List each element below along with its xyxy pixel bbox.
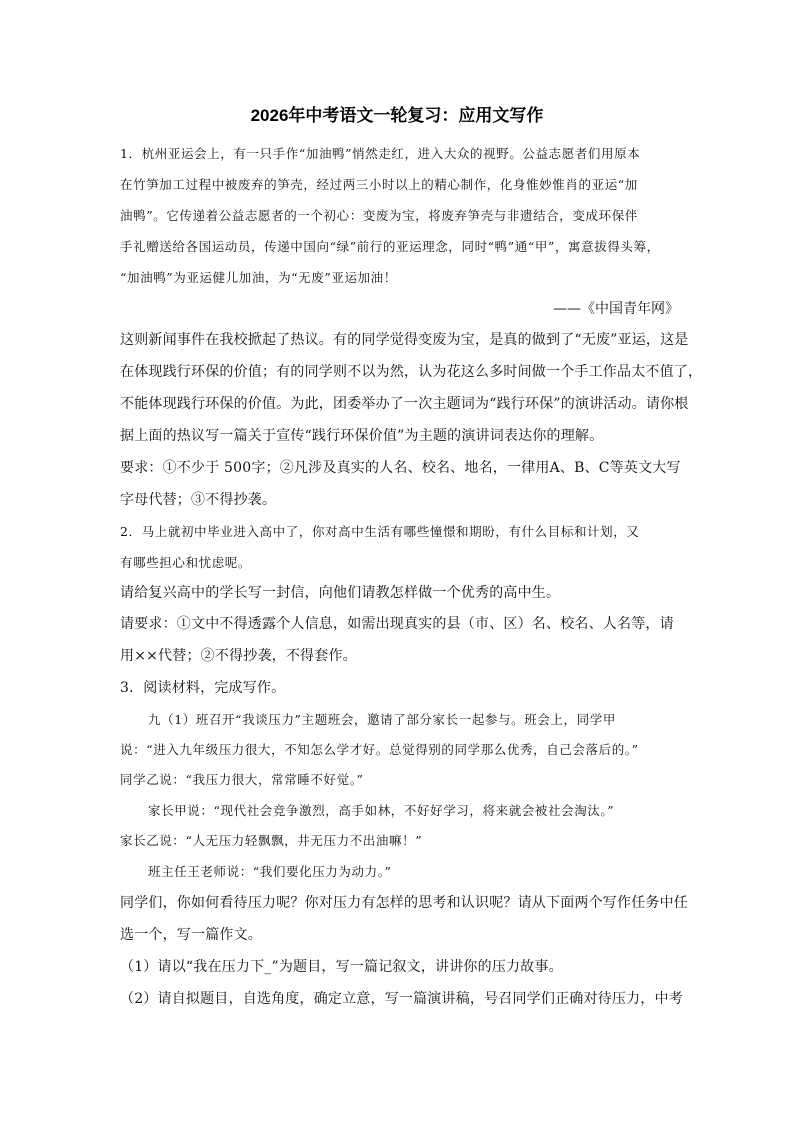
q3-material-line: 家长甲说：“现代社会竞争激烈，高手如林，不好好学习，将来就会被社会淘汰。” bbox=[148, 803, 615, 818]
q1-prompt-line: 这则新闻事件在我校掀起了热议。有的同学觉得变废为宝，是真的做到了“无废”亚运，这是 bbox=[120, 332, 689, 348]
q1-source: ——《中国青年网》 bbox=[553, 301, 679, 317]
q3-task-line: （1）请以“我在压力下_”为题目，写一篇记叙文，讲讲你的压力故事。 bbox=[120, 959, 563, 975]
q1-prompt-line: 在体现践行环保的价值；有的同学则不以为然，认为花这么多时间做一个手工作品太不值了， bbox=[120, 364, 703, 380]
q3-task-line: （2）请自拟题目，自选角度，确定立意，写一篇演讲稿，号召同学们正确对待压力，中考 bbox=[120, 991, 683, 1007]
q1-passage-line: 1．杭州亚运会上，有一只手作“加油鸭”悄然走红，进入大众的视野。公益志愿者们用原本 bbox=[120, 146, 641, 161]
q2-passage-line: 有哪些担心和忧虑呢。 bbox=[120, 555, 252, 570]
q2-requirements-line: 用××代替；②不得抄袭，不得套作。 bbox=[120, 648, 357, 664]
q3-prompt-line: 同学们，你如何看待压力呢？你对压力有怎样的思考和认识呢？请从下面两个写作任务中任 bbox=[120, 895, 688, 911]
q3-material-line: 九（1）班召开“我谈压力”主题班会，邀请了部分家长一起参与。班会上，同学甲 bbox=[148, 712, 616, 727]
q1-requirements-line: 要求：①不少于 500字；②凡涉及真实的人名、校名、地名，一律用A、B、C等英文大写 bbox=[120, 460, 681, 476]
q1-passage-line: “加油鸭”为亚运健儿加油，为“无废”亚运加油！ bbox=[120, 270, 397, 285]
q1-requirements-line: 字母代替；③不得抄袭。 bbox=[120, 492, 277, 508]
q1-prompt-line: 不能体现践行环保的价值。为此，团委举办了一次主题词为“践行环保”的演讲活动。请你根 bbox=[120, 396, 689, 412]
q3-material-line: 家长乙说：“人无压力轻飘飘，井无压力不出油嘛！” bbox=[120, 833, 423, 848]
q2-passage-line: 2．马上就初中毕业进入高中了，你对高中生活有哪些憧憬和期盼，有什么目标和计划，又 bbox=[120, 524, 640, 539]
q3-prompt-line: 选一个，写一篇作文。 bbox=[120, 927, 262, 943]
q1-prompt-line: 据上面的热议写一篇关于宣传“践行环保价值”为主题的演讲词表达你的理解。 bbox=[120, 428, 604, 444]
q3-material-line: 班主任王老师说：“我们要化压力为动力。” bbox=[148, 864, 392, 879]
q3-material-line: 同学乙说：“我压力很大，常常睡不好觉。” bbox=[120, 772, 364, 787]
q2-requirements-line: 请要求：①文中不得透露个人信息，如需出现真实的县（市、区）名、校名、人名等，请 bbox=[120, 616, 674, 632]
q3-heading: 3．阅读材料，完成写作。 bbox=[120, 680, 286, 696]
q2-prompt: 请给复兴高中的学长写一封信，向他们请教怎样做一个优秀的高中生。 bbox=[120, 585, 561, 601]
document-title: 2026年中考语文一轮复习：应用文写作 bbox=[250, 106, 544, 125]
q1-passage-line: 油鸭”。它传递着公益志愿者的一个初心：变废为宝，将废弃笋壳与非遗结合，变成环保伴 bbox=[120, 208, 638, 223]
q3-material-line: 说：“进入九年级压力很大，不知怎么学才好。总觉得别的同学那么优秀，自己会落后的。” bbox=[120, 742, 639, 757]
q1-passage-line: 在竹笋加工过程中被废弃的笋壳，经过两三小时以上的精心制作，化身惟妙惟肖的亚运“加 bbox=[120, 177, 638, 192]
q1-passage-line: 手礼赠送给各国运动员，传递中国向“绿”前行的亚运理念，同时“鸭”通“甲”，寓意拔得头筹， bbox=[120, 239, 660, 254]
